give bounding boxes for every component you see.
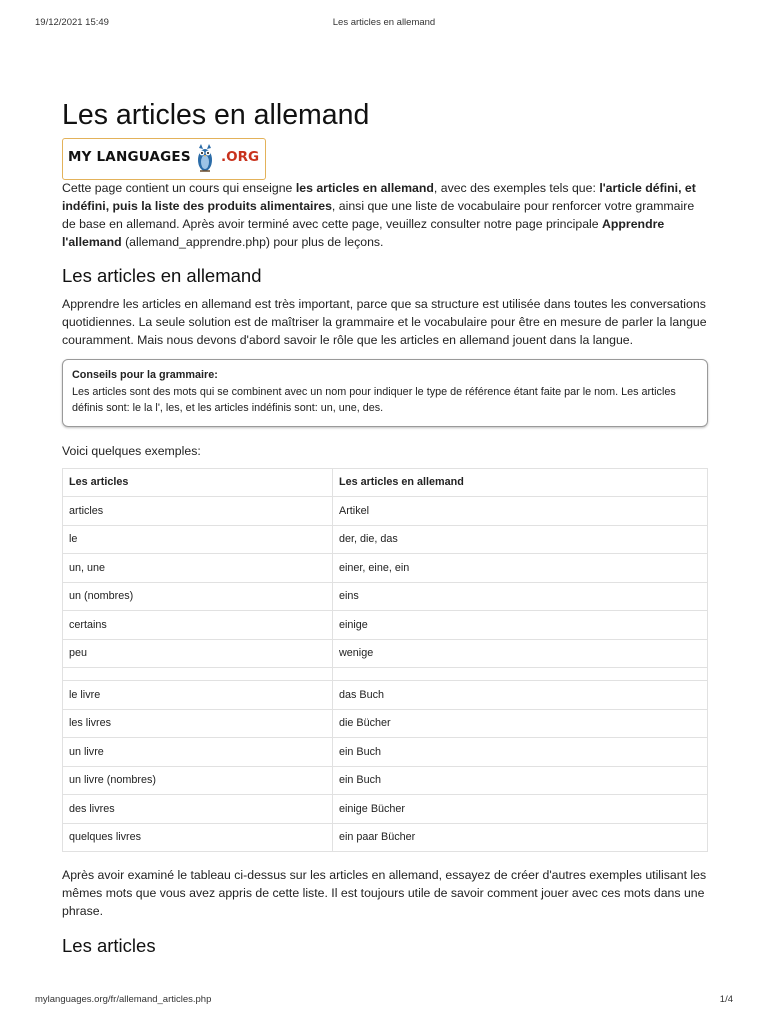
table-cell: einige bbox=[333, 611, 708, 640]
print-url: mylanguages.org/fr/allemand_articles.php bbox=[35, 994, 212, 1005]
mylanguages-logo[interactable] bbox=[62, 138, 266, 180]
table-cell: un livre bbox=[63, 738, 333, 767]
table-cell: un (nombres) bbox=[63, 582, 333, 611]
table-cell: ein paar Bücher bbox=[333, 823, 708, 852]
intro-paragraph: Cette page contient un cours qui enseigne les articles en allemand, avec des exemples tels que: l'article défini, et indéfini, puis la liste des produits alimentaires, ainsi que une liste de vocabulaire pour renforcer votre grammaire de base en allemand. Après avoir terminé avec cette page, veuillez consulter notre page principale Apprendre l'allemand (allemand_apprendre.php) pour plus de leçons. bbox=[62, 181, 696, 249]
table-cell bbox=[333, 668, 708, 681]
print-page-title: Les articles en allemand bbox=[332, 17, 436, 28]
column-header: Les articles en allemand bbox=[333, 468, 708, 497]
table-row bbox=[63, 823, 708, 852]
owl-icon bbox=[194, 143, 216, 175]
intro-bold-examples: l'article défini, et indéfini, puis la liste des produits alimentaires bbox=[62, 181, 696, 213]
table-cell: einer, eine, ein bbox=[333, 554, 708, 583]
table-cell: le livre bbox=[63, 681, 333, 710]
vocabulary-table bbox=[62, 468, 708, 853]
table-row bbox=[63, 639, 708, 668]
table-row bbox=[63, 525, 708, 554]
table-cell: les livres bbox=[63, 709, 333, 738]
examples-intro: Voici quelques exemples: bbox=[62, 443, 201, 458]
table-cell bbox=[63, 668, 333, 681]
tip-text: Les articles sont des mots qui se combinent avec un nom pour indiquer le type de référence étant faite par le nom. Les articles définis sont: le la l', les, et les articles indéfinis sont: un, une, des. bbox=[72, 385, 676, 414]
table-row bbox=[63, 668, 708, 681]
learn-german-link[interactable]: Apprendre l'allemand bbox=[62, 217, 665, 249]
intro-bold-articles: les articles en allemand bbox=[295, 181, 434, 195]
section-heading-articles: Les articles en allemand bbox=[62, 265, 262, 286]
column-header: Les articles bbox=[63, 468, 333, 497]
section-paragraph: Apprendre les articles en allemand est très important, parce que sa structure est utilisée dans toutes les conversations quotidiennes. La seule solution est de maîtriser la grammaire et le vocabulaire pour être en mesure de parler la langue couramment. Mais nous devons d'abord savoir le rôle que les articles en allemand jouent dans la langue. bbox=[62, 297, 707, 347]
tip-title: Conseils pour la grammaire: bbox=[72, 369, 218, 381]
table-row bbox=[63, 554, 708, 583]
grammar-tip-box bbox=[62, 359, 708, 427]
table-cell: die Bücher bbox=[333, 709, 708, 738]
table-cell: peu bbox=[63, 639, 333, 668]
article-content bbox=[62, 96, 708, 958]
table-row bbox=[63, 795, 708, 824]
section-heading-les-articles: Les articles bbox=[62, 935, 156, 956]
print-date: 19/12/2021 15:49 bbox=[35, 17, 109, 28]
table-cell: eins bbox=[333, 582, 708, 611]
table-cell: das Buch bbox=[333, 681, 708, 710]
table-cell: ein Buch bbox=[333, 766, 708, 795]
table-row bbox=[63, 611, 708, 640]
print-header bbox=[35, 17, 733, 31]
table-cell: certains bbox=[63, 611, 333, 640]
table-cell: einige Bücher bbox=[333, 795, 708, 824]
print-footer bbox=[35, 994, 733, 1008]
table-cell: le bbox=[63, 525, 333, 554]
print-page-number: 1/4 bbox=[719, 994, 733, 1005]
table-cell: un, une bbox=[63, 554, 333, 583]
logo-text-left: MY LANGUAGES bbox=[68, 149, 191, 165]
table-row bbox=[63, 681, 708, 710]
table-cell: wenige bbox=[333, 639, 708, 668]
table-header-row bbox=[63, 468, 708, 497]
table-cell: des livres bbox=[63, 795, 333, 824]
table-cell: articles bbox=[63, 497, 333, 526]
page-title: Les articles en allemand bbox=[62, 99, 370, 131]
table-row bbox=[63, 738, 708, 767]
table-cell: ein Buch bbox=[333, 738, 708, 767]
table-cell: Artikel bbox=[333, 497, 708, 526]
table-row bbox=[63, 497, 708, 526]
table-row bbox=[63, 582, 708, 611]
table-row bbox=[63, 709, 708, 738]
table-cell: un livre (nombres) bbox=[63, 766, 333, 795]
table-cell: quelques livres bbox=[63, 823, 333, 852]
table-cell: der, die, das bbox=[333, 525, 708, 554]
logo-text-right: .ORG bbox=[221, 149, 260, 165]
after-table-paragraph: Après avoir examiné le tableau ci-dessus sur les articles en allemand, essayez de créer d'autres exemples utilisant les mêmes mots que vous avez appris de cette liste. Il est toujours utile de savoir comment jouer avec ces mots dans une phrase. bbox=[62, 868, 707, 918]
table-row bbox=[63, 766, 708, 795]
